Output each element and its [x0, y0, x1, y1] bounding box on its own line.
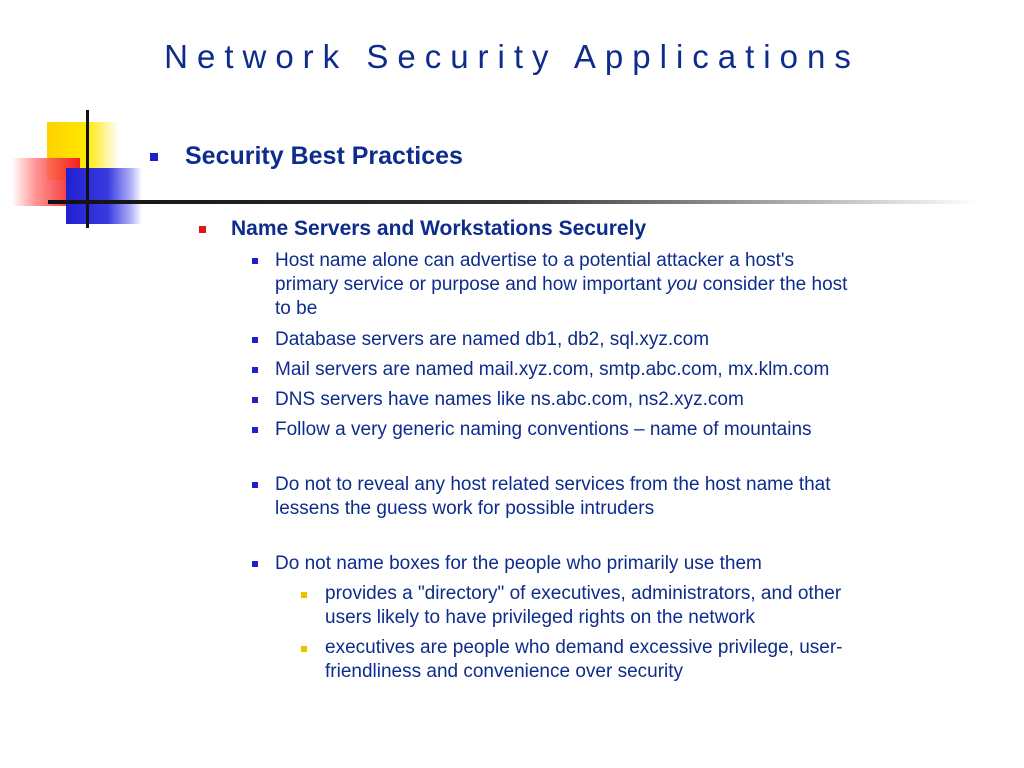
list-item: Follow a very generic naming conventions – name of mountains	[275, 419, 812, 440]
list-item: provides a "directory" of executives, administrators, and other users likely to have privileged rights on the network	[325, 583, 842, 628]
level0-heading: Security Best Practices	[185, 142, 463, 170]
list-item: Do not to reveal any host related services from the host name that lessens the guess work for possible intruders	[275, 474, 831, 519]
list-item: Host name alone can advertise to a potential attacker a host's primary service or purpose and how important you consider the host to be	[275, 250, 848, 319]
bullet-square-icon	[252, 337, 258, 343]
decorative-logo-icon	[0, 0, 160, 240]
bullet-square-icon	[252, 397, 258, 403]
list-item: Do not name boxes for the people who primarily use them	[275, 553, 762, 574]
bullet-square-icon	[301, 592, 307, 598]
bullet-square-icon	[252, 482, 258, 488]
emphasis-text: you	[666, 274, 698, 295]
level1-heading: Name Servers and Workstations Securely	[231, 217, 647, 240]
bullet-square-icon	[301, 646, 307, 652]
list-item: DNS servers have names like ns.abc.com, ns2.xyz.com	[275, 389, 744, 410]
horizontal-rule	[48, 200, 978, 204]
slide-title: Network Security Applications	[164, 38, 860, 75]
bullet-square-icon	[252, 258, 258, 264]
bullet-square-icon	[252, 561, 258, 567]
bullet-square-icon	[252, 427, 258, 433]
bullet-square-icon	[150, 153, 158, 161]
bullet-square-icon	[199, 226, 206, 233]
vertical-rule	[86, 110, 89, 228]
blue-square-shape	[66, 168, 142, 224]
bullet-square-icon	[252, 367, 258, 373]
list-item: Database servers are named db1, db2, sql.xyz.com	[275, 329, 710, 350]
list-item: Mail servers are named mail.xyz.com, smtp.abc.com, mx.klm.com	[275, 359, 830, 380]
list-item: executives are people who demand excessive privilege, user- friendliness and convenience over security	[325, 637, 843, 682]
